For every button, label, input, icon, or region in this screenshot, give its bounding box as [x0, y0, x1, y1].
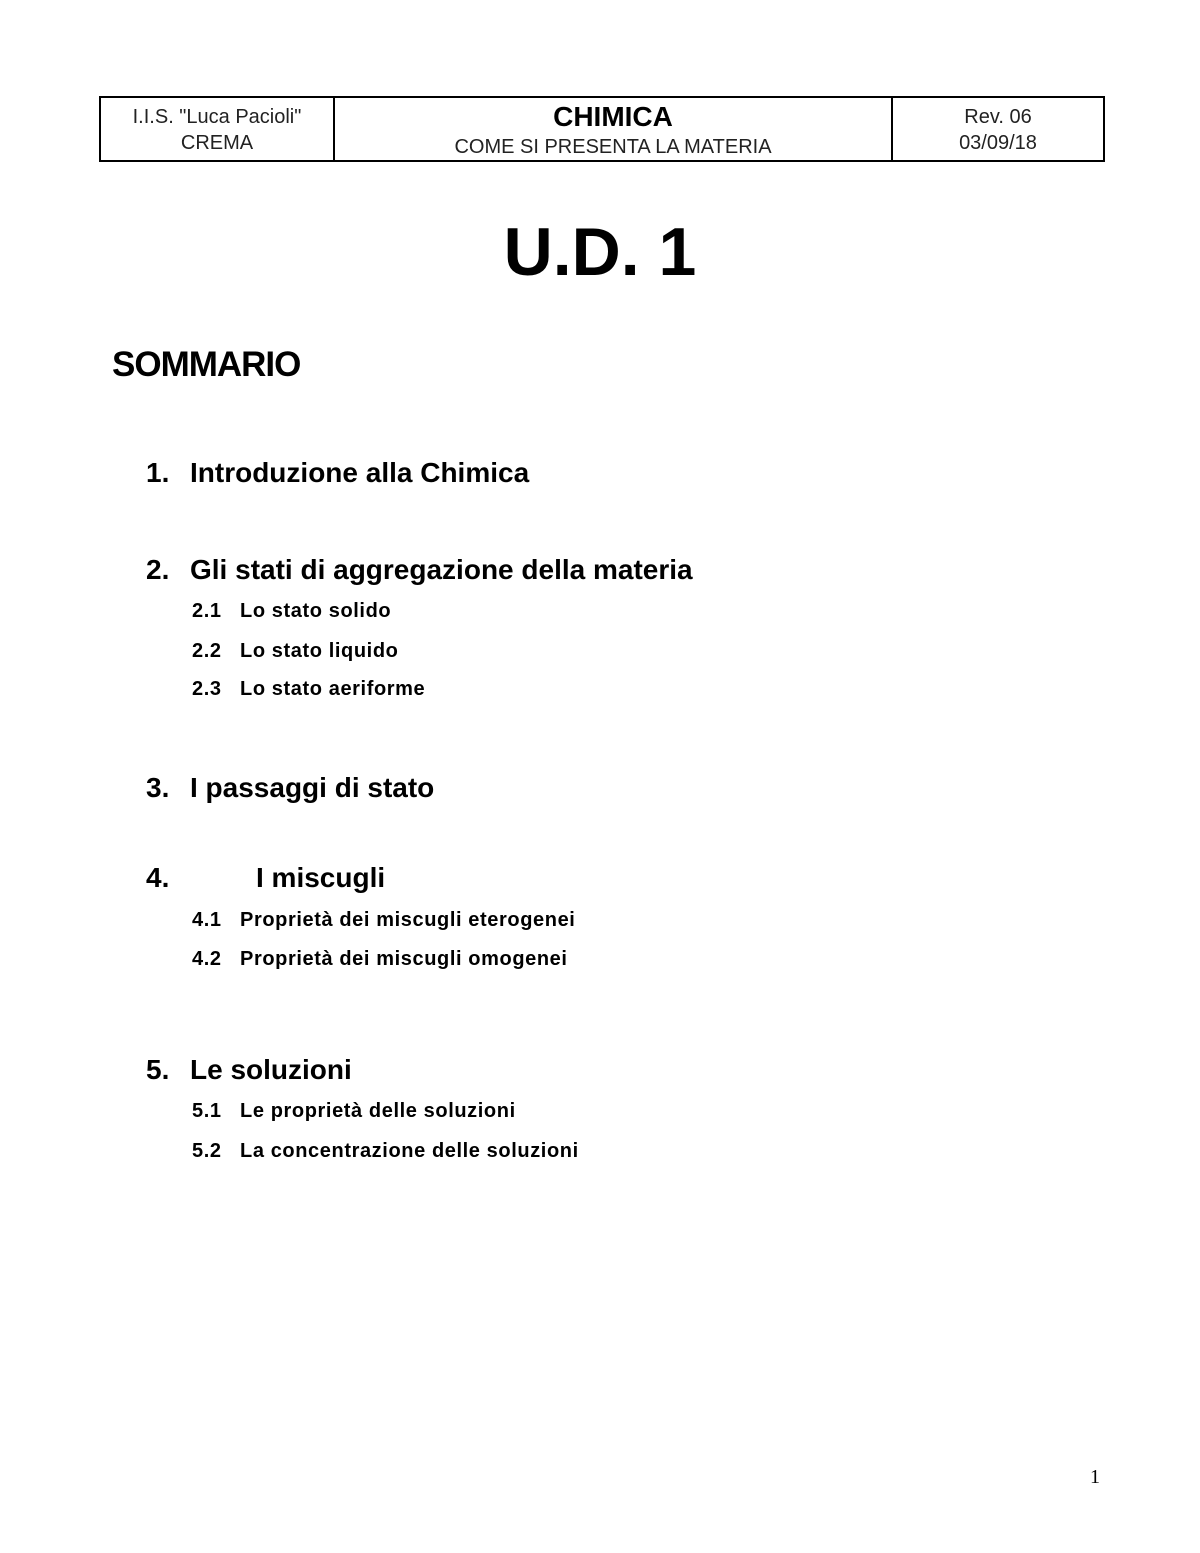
toc-section-2 [146, 553, 693, 587]
revision-number: Rev. 06 [964, 106, 1032, 128]
toc-number: 5. [146, 1054, 170, 1085]
toc-number: 4. [146, 862, 170, 893]
summary-heading: SOMMARIO [112, 345, 301, 384]
toc-subsection-5-1 [192, 1098, 516, 1124]
revision-date: 03/09/18 [959, 132, 1037, 154]
toc-number: 2.3 [192, 678, 222, 700]
toc-number: 2. [146, 554, 170, 585]
subject-cell [334, 97, 892, 161]
toc-label: Le proprietà delle soluzioni [240, 1100, 516, 1122]
subject-subtitle: COME SI PRESENTA LA MATERIA [454, 136, 772, 158]
toc-label: Proprietà dei miscugli omogenei [240, 948, 568, 970]
toc-number: 3. [146, 772, 170, 803]
school-city: CREMA [180, 132, 254, 154]
toc-label: Lo stato liquido [240, 640, 399, 662]
toc-number: 5.1 [192, 1100, 222, 1122]
unit-title: U.D. 1 [503, 214, 697, 290]
toc-number: 5.2 [192, 1140, 222, 1162]
school-name: I.I.S. "Luca Pacioli" [132, 106, 302, 128]
toc-label: Lo stato aeriforme [240, 678, 426, 700]
subject-title: CHIMICA [553, 101, 673, 132]
toc-label: Le soluzioni [190, 1054, 352, 1085]
toc-section-5 [146, 1053, 352, 1087]
toc-section-4 [146, 861, 385, 895]
toc-subsection-4-2 [192, 946, 568, 972]
toc-number: 2.1 [192, 600, 222, 622]
toc-subsection-2-1 [192, 598, 391, 624]
revision-cell [892, 97, 1104, 161]
toc-subsection-4-1 [192, 907, 575, 933]
toc-label: I miscugli [256, 862, 386, 893]
page-number: 1 [1090, 1466, 1100, 1488]
toc-number: 2.2 [192, 640, 222, 662]
toc-number: 4.1 [192, 909, 222, 931]
school-cell [100, 97, 334, 161]
toc-subsection-2-3 [192, 676, 425, 702]
toc-label: I passaggi di stato [190, 772, 435, 803]
toc-section-3 [146, 771, 434, 805]
toc-subsection-2-2 [192, 638, 398, 664]
toc-subsection-5-2 [192, 1138, 579, 1164]
toc-section-1 [146, 456, 529, 490]
document-header-table [99, 96, 1105, 162]
toc-label: Introduzione alla Chimica [190, 457, 530, 488]
toc-label: La concentrazione delle soluzioni [240, 1140, 579, 1162]
toc-label: Proprietà dei miscugli eterogenei [240, 909, 576, 931]
toc-label: Gli stati di aggregazione della materia [190, 554, 693, 585]
toc-number: 1. [146, 457, 170, 488]
toc-label: Lo stato solido [240, 600, 392, 622]
toc-number: 4.2 [192, 948, 222, 970]
